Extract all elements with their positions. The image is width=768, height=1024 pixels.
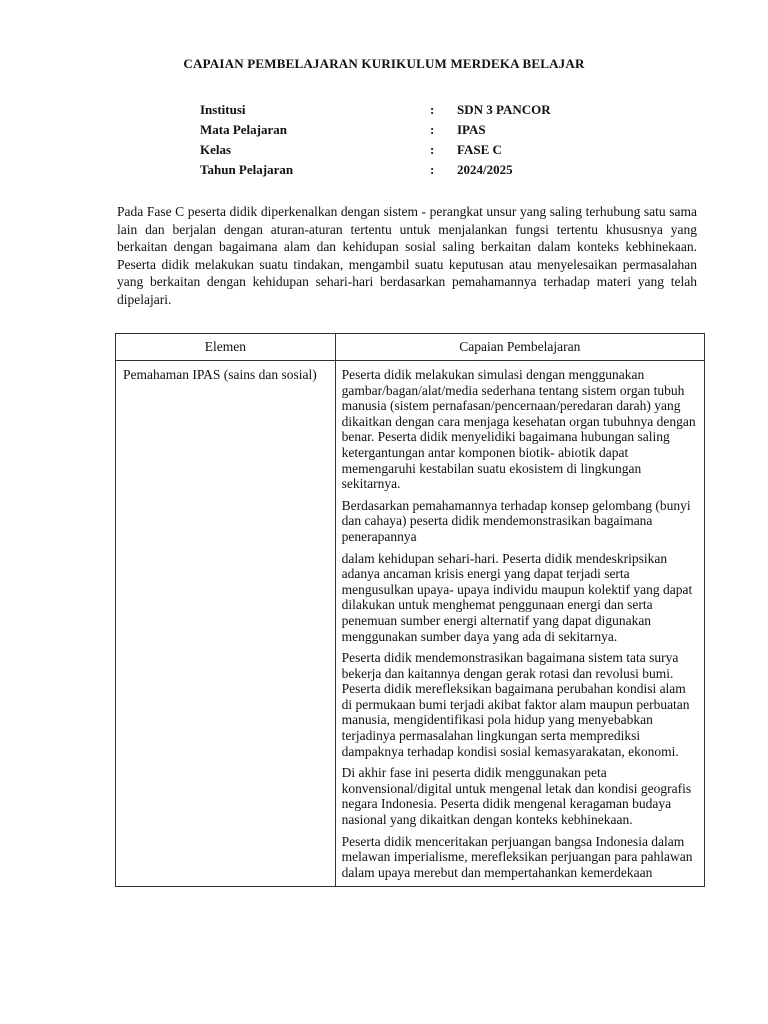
meta-label: Mata Pelajaran (200, 122, 288, 137)
table-row (116, 361, 705, 887)
meta-colon: : (430, 142, 435, 157)
elemen-cell (116, 361, 336, 887)
meta-label: Tahun Pelajaran (200, 162, 294, 177)
header-elemen: Elemen (116, 334, 336, 361)
elemen-text: Pemahaman IPAS (sains dan sosial) (123, 367, 317, 382)
meta-value: 2024/2025 (457, 162, 513, 177)
intro-paragraph: Pada Fase C peserta didik diperkenalkan dengan sistem - perangkat unsur yang saling terhubung satu sama lain dan berjalan dengan aturan-aturan tertentu untuk menjalankan fungsi tertentu khususnya yang berkaitan dengan bagaimana alam dan kehidupan sosial saling berkaitan dalam konteks kebhinekaan. Peserta didik melakukan suatu tindakan, mengambil suatu keputusan atau menyelesaikan permasalahan yang berkaitan dengan kehidupan sehari-hari berdasarkan pemahamannya terhadap materi yang telah dipelajari. (117, 204, 697, 307)
meta-label: Institusi (200, 102, 246, 117)
meta-value: SDN 3 PANCOR (457, 102, 551, 117)
meta-colon: : (430, 122, 435, 137)
meta-value: IPAS (457, 122, 486, 137)
meta-colon: : (430, 162, 435, 177)
table-header-row (116, 334, 705, 361)
capaian-paragraph: dalam kehidupan sehari-hari. Peserta didik mendeskripsikan adanya ancaman krisis energi yang dapat terjadi serta mengusulkan upaya- upaya individu maupun kolektif yang dapat dilakukan untuk menghemat penggunaan energi dan serta penemuan sumber energi alternatif yang dapat digunakan menggunakan sumber daya yang ada di sekitarnya. (341, 550, 693, 644)
header-capaian: Capaian Pembelajaran (335, 334, 704, 361)
capaian-cell (335, 361, 704, 887)
capaian-paragraph: Peserta didik mendemonstrasikan bagaimana sistem tata surya bekerja dan kaitannya dengan gerak rotasi dan revolusi bumi. Peserta didik merefleksikan bagaimana perubahan kondisi alam di permukaan bumi terjadi akibat faktor alam maupun perbuatan manusia, mengidentifikasi pola hidup yang menyebabkan terjadinya permasalahan lingkungan serta memprediksi dampaknya terhadap kondisi sosial kemasyarakatan, ekonomi. (341, 650, 690, 759)
document-title: CAPAIAN PEMBELAJARAN KURIKULUM MERDEKA BELAJAR (183, 56, 585, 71)
capaian-table (115, 333, 705, 887)
capaian-paragraph: Peserta didik melakukan simulasi dengan menggunakan gambar/bagan/alat/media sederhana tentang sistem organ tubuh manusia (sistem pernafasan/pencernaan/peredaran darah) yang dikaitkan dengan cara menjaga kesehatan organ tubuhnya dengan benar. Peserta didik menyelidiki bagaimana hubungan saling ketergantungan antar komponen biotik- abiotik dapat memengaruhi kestabilan suatu ekosistem di lingkungan sekitarnya. (341, 367, 696, 492)
meta-colon: : (430, 102, 435, 117)
meta-label: Kelas (200, 142, 232, 157)
meta-value: FASE C (457, 142, 502, 157)
meta-row-kelas (200, 140, 600, 160)
meta-row-mata-pelajaran (200, 120, 600, 140)
meta-row-institusi (200, 100, 600, 120)
meta-row-tahun-pelajaran (200, 160, 600, 180)
capaian-paragraph: Berdasarkan pemahamannya terhadap konsep gelombang (bunyi dan cahaya) peserta didik mendemonstrasikan bagaimana penerapannya (341, 497, 691, 544)
document-meta (200, 100, 600, 180)
capaian-paragraph: Di akhir fase ini peserta didik menggunakan peta konvensional/digital untuk mengenal letak dan kondisi geografis negara Indonesia. Peserta didik mengenal keragaman budaya nasional yang dikaitkan dengan konteks kebhinekaan. (341, 765, 692, 828)
capaian-paragraph: Peserta didik menceritakan perjuangan bangsa Indonesia dalam melawan imperialisme, merefleksikan perjuangan para pahlawan dalam upaya merebut dan mempertahankan kemerdekaan (341, 833, 693, 880)
